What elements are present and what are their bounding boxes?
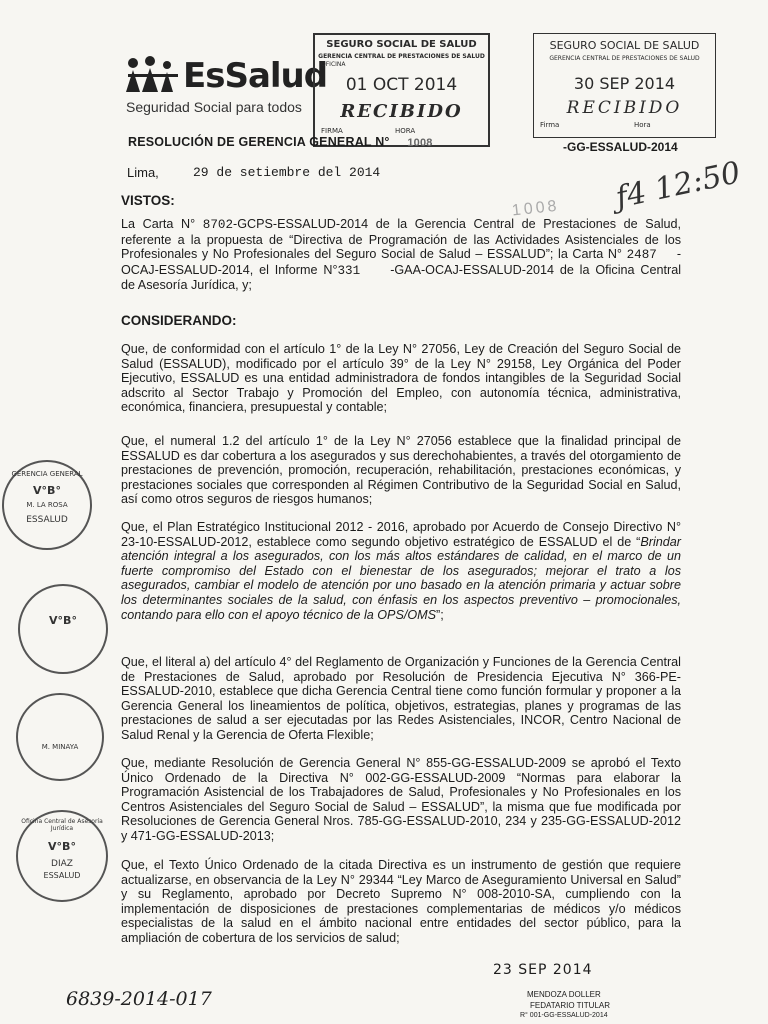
vistos-informe-number: 331 — [337, 263, 361, 278]
p3-text-b: ”; — [436, 607, 444, 622]
vistos-paragraph — [121, 217, 681, 293]
considerando-paragraph-6: Que, el Texto Único Ordenado de la citada Directiva es un instrumento de gestión que requiere actualizarse, en observancia de la Ley N° 29344 “Ley Marco de Aseguramiento Universal en Salud” y su Reglamento, aprobado por Decreto Supremo N° 008-2010-SA, cumpliendo con la implementación de disposiciones de prestaciones complementarias de médicos y/o médicos especialistas de la salud en el ámbito nacional entre entidades del sector público, para la ampliación de cobertura de los servicios de salud; — [121, 858, 681, 945]
certification-code: R° 001-GG-ESSALUD-2014 — [520, 1012, 608, 1019]
stamp-office: OFICINA — [321, 61, 346, 68]
seal2-center-text: V°B° — [49, 614, 77, 627]
seal-asesoria-juridica — [16, 810, 108, 902]
considerando-paragraph-4: Que, el literal a) del artículo 4° del Reglamento de Organización y Funciones de la Gerencia Central de Prestaciones de Salud, aprobado por Resolución de Presidencia Ejecutiva N° 366-PE-ESSALUD-2010, establece que dicha Gerencia Central tiene como función formular y proponer a la Gerencia General los lineamientos de política, objetivos, estrategias, planes y programas de las prestaciones de salud a ser ejecutadas por las Redes Asistenciales, INCOR, Centro Nacional de Salud Renal y la Gerencia de Oferta Flexible; — [121, 655, 681, 742]
resolution-title-text: RESOLUCIÓN DE GERENCIA GENERAL N° — [128, 135, 390, 149]
seal-3 — [16, 693, 104, 781]
vistos-text-c: -OCAJ-ESSALUD-2014, el Informe N° — [121, 247, 682, 277]
stamp2-received-text: RECIBIDO — [566, 98, 683, 118]
seal4-center-text: V°B° — [48, 840, 76, 853]
considerando-heading: CONSIDERANDO: — [121, 313, 237, 328]
considerando-paragraph-5: Que, mediante Resolución de Gerencia General N° 855-GG-ESSALUD-2009 se aprobó el Texto Único Ordenado de la Directiva N° 002-GG-ESSALUD-2009 “Normas para elaborar la Programación Asistencial de los Trabajadores de Salud, Profesionales y No Profesionales en los Centros Asistenciales del Seguro Social de Salud – ESSALUD”, la misma que fue modificada por Resoluciones de Gerencia General Nros. 785-GG-ESSALUD-2010, 234 y 235-GG-ESSALUD-2012 y 471-GG-ESSALUD-2013; — [121, 756, 681, 843]
document-date: 29 de setiembre del 2014 — [193, 165, 381, 180]
seal1-ring-text: GERENCIA GENERAL — [11, 470, 83, 478]
resolution-title — [128, 135, 433, 149]
essalud-logo-icon — [124, 56, 184, 96]
seal1-center-text: V°B° — [33, 484, 61, 497]
p3-text-a: Que, el Plan Estratégico Institucional 2012 - 2016, aprobado por Acuerdo de Consejo Directivo N° 23-10-ESSALUD-2012, establece como segundo objetivo estratégico de ESSALUD el de “ — [121, 520, 681, 549]
stamp-hora-label: HORA — [395, 127, 416, 135]
considerando-paragraph-3 — [121, 520, 681, 622]
seal-gerencia-general — [2, 460, 92, 550]
stamp-received-text: RECIBIDO — [340, 101, 463, 122]
stamp-subtitle: GERENCIA CENTRAL DE PRESTACIONES DE SALUD — [318, 53, 485, 60]
handwritten-file-number: 6839-2014-017 — [66, 988, 212, 1010]
resolution-suffix: -GG-ESSALUD-2014 — [563, 140, 678, 154]
faint-receipt-number: 1008 — [511, 197, 561, 220]
vistos-carta-number-2: 2487 — [626, 248, 657, 263]
stamp2-title: SEGURO SOCIAL DE SALUD — [549, 39, 700, 52]
seal4-ring-text: Oficina Central de Asesoría Jurídica — [21, 818, 103, 832]
vistos-text-a: La Carta N° — [121, 217, 196, 231]
certification-date: 23 SEP 2014 — [493, 962, 593, 978]
considerando-paragraph-1: Que, de conformidad con el artículo 1° de la Ley N° 27056, Ley de Creación del Seguro Social de Salud (ESSALUD), modificado por el artículo 39° de la Ley N° 29158, Ley Orgánica del Poder Ejecutivo, ESSALUD es una entidad administradora de fondos intangibles de la Seguridad Social adscrito al Sector Trabajo y Promoción del Empleo, con autonomía técnica, administrativa, económica, financiera, presupuestal y contable; — [121, 342, 681, 415]
stamp2-subtitle: GERENCIA CENTRAL DE PRESTACIONES DE SALUD — [549, 55, 700, 62]
received-stamp-1 — [313, 33, 490, 147]
seal4-bottom-text: ESSALUD — [43, 871, 81, 880]
stamp2-firma-label: Firma — [540, 121, 560, 129]
vistos-text-d: -GAA-OCAJ-ESSALUD-2014 de la Oficina Central de Asesoría Jurídica, y; — [121, 262, 681, 293]
seal1-bottom-text: ESSALUD — [26, 515, 68, 525]
logo-subtitle: Seguridad Social para todos — [126, 99, 302, 115]
seal3-center-text: M. MINAYA — [41, 743, 79, 751]
vistos-heading: VISTOS: — [121, 193, 175, 208]
stamp2-hora-label: Hora — [634, 121, 651, 129]
certification-title: FEDATARIO TITULAR — [530, 1001, 611, 1010]
resolution-number: 1008 — [407, 137, 433, 149]
certification-name: MENDOZA DOLLER — [527, 990, 601, 999]
p3-quote: Brindar atención integral a los asegurados, con los más altos estándares de calidad, en el marco de un fuerte compromiso del Estado con el bienestar de los asegurados; mejorar el trato a los asegurados, cambiar el modelo de atención por uno basado en la atención primaria y actuar sobre los determinantes sociales de la salud, con énfasis en los aspectos preventivo – promocionales, contando para ello con el apoyo técnico de la OPS/OMS — [121, 534, 681, 622]
stamp-firma-label: FIRMA — [321, 127, 343, 135]
stamp-date: 01 OCT 2014 — [345, 75, 458, 95]
stamp-title: SEGURO SOCIAL DE SALUD — [326, 39, 477, 50]
seal1-name: M. LA ROSA — [26, 501, 68, 509]
vistos-text-b: -GCPS-ESSALUD-2014 de la Gerencia Central de Prestaciones de Salud, referente a la propuesta de “Directiva de Programación de las Actividades Asistenciales de los Profesionales y No Profesionales del Seguro Social de Salud – ESSALUD”; la Carta N° — [121, 217, 682, 262]
considerando-paragraph-2: Que, el numeral 1.2 del artículo 1° de la Ley N° 27056 establece que la finalidad principal de ESSALUD es dar cobertura a los asegurados y sus derechohabientes, a través del otorgamiento de prestaciones de prevención, promoción, recuperación, rehabilitación, prestaciones económicas, y prestaciones sociales que corresponden al Régimen Contributivo de la Seguridad Social en Salud, así como otros seguros de riesgos humanos; — [121, 434, 681, 507]
seal4-name: DIAZ — [51, 859, 73, 869]
margin-handwritten-note: ƒ4 12:50 — [612, 155, 744, 216]
place: Lima, — [127, 165, 159, 180]
vistos-carta-number: 8702 — [202, 218, 234, 232]
logo-text: EsSalud — [183, 56, 328, 96]
received-stamp-2 — [533, 33, 716, 138]
seal-2 — [18, 584, 108, 674]
stamp2-date: 30 SEP 2014 — [573, 74, 676, 93]
